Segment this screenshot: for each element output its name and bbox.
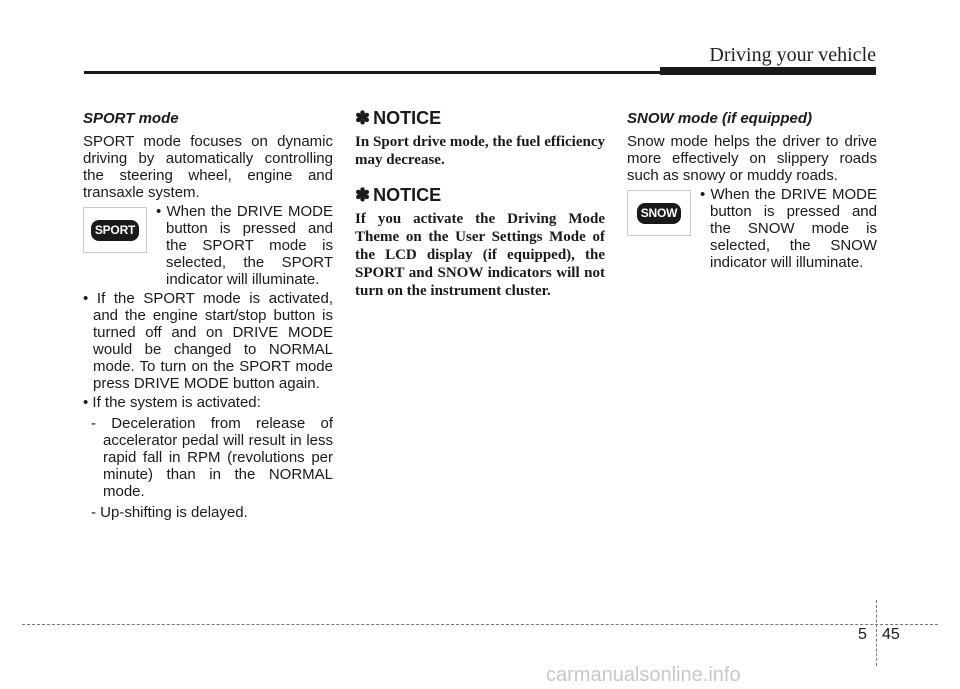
footer-rule xyxy=(22,624,938,625)
sport-indicator-icon xyxy=(83,207,147,253)
page-number: 45 xyxy=(882,626,900,643)
chapter-number: 5 xyxy=(858,626,867,643)
sport-mode-title: SPORT mode xyxy=(83,110,179,127)
header-rule-thick xyxy=(660,67,876,75)
sport-mode-intro: SPORT mode focuses on dynamic driving by automatically controlling the steering wheel, engine and transaxle system. xyxy=(83,133,333,201)
sport-sub-deceleration: - Deceleration from release of accelerator pedal will result in less rapid fall in RPM (revolutions per minute) than in the NORMAL mode. xyxy=(91,415,333,500)
sport-indicator-label: SPORT xyxy=(91,220,139,241)
sport-bullet-restart: • If the SPORT mode is activated, and the engine start/stop button is turned off and on DRIVE MODE would be changed to NORMAL mode. To turn on the SPORT mode press DRIVE MODE button again. xyxy=(83,290,333,392)
notice-driving-mode-theme: If you activate the Driving Mode Theme on the User Settings Mode of the LCD display (if equipped), the SPORT and SNOW indicators will not turn on the instrument cluster. xyxy=(355,211,605,299)
snow-indicator-icon xyxy=(627,190,691,236)
sport-indicator-row xyxy=(83,203,333,288)
notice-star-icon: ✽ xyxy=(355,185,371,205)
snow-mode-title: SNOW mode (if equipped) xyxy=(627,110,812,127)
sport-mode-section xyxy=(83,110,333,521)
sport-sub-upshifting: - Up-shifting is delayed. xyxy=(91,504,248,521)
notices-section xyxy=(355,110,605,318)
watermark: carmanualsonline.info xyxy=(546,664,741,686)
header-rule xyxy=(84,71,662,74)
snow-mode-intro: Snow mode helps the driver to drive more effectively on slippery roads such as snowy or muddy roads. xyxy=(627,133,877,184)
notice-heading-text: NOTICE xyxy=(373,185,442,205)
notice-heading xyxy=(355,110,605,127)
sport-indicator-text: • When the DRIVE MODE button is pressed and the SPORT mode is selected, the SPORT indicator will illuminate. xyxy=(156,203,333,288)
notice-fuel-efficiency: In Sport drive mode, the fuel efficiency may decrease. xyxy=(355,134,605,168)
notice-star-icon: ✽ xyxy=(355,108,371,128)
snow-indicator-row xyxy=(627,186,877,271)
footer-divider xyxy=(876,600,877,666)
snow-mode-section xyxy=(627,110,877,271)
notice-heading xyxy=(355,187,605,204)
sport-bullet-activated: • If the system is activated: xyxy=(83,394,261,411)
snow-indicator-label: SNOW xyxy=(637,203,682,224)
page-header-title: Driving your vehicle xyxy=(709,44,876,66)
snow-indicator-text: • When the DRIVE MODE button is pressed and the SNOW mode is selected, the SNOW indicator will illuminate. xyxy=(700,186,877,271)
notice-heading-text: NOTICE xyxy=(373,108,442,128)
